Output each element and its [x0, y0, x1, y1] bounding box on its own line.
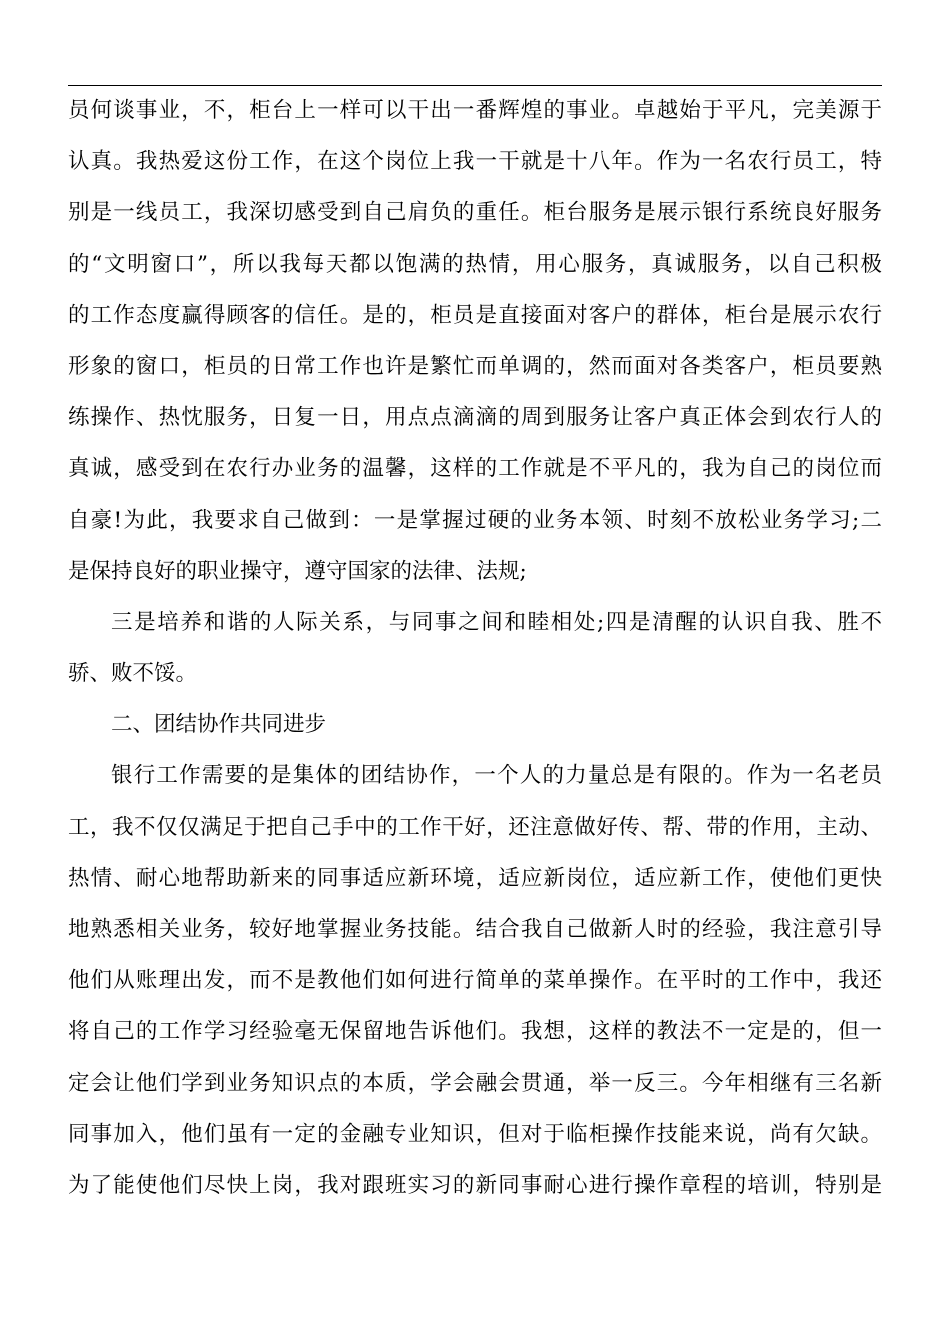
text-line: 是保持良好的职业操守，遵守国家的法律、法规;: [68, 558, 527, 584]
text-line: 二、团结协作共同进步: [111, 712, 327, 738]
text-line: 的工作态度赢得顾客的信任。是的，柜员是直接面对客户的群体，柜台是展示农行: [68, 302, 882, 328]
text-line: 同事加入，他们虽有一定的金融专业知识，但对于临柜操作技能来说，尚有欠缺。: [68, 1121, 882, 1147]
document-body: [68, 94, 882, 1220]
text-line: 地熟悉相关业务，较好地掌握业务技能。结合我自己做新人时的经验，我注意引导: [68, 917, 882, 942]
text-line: 真诚，感受到在农行办业务的温馨，这样的工作就是不平凡的，我为自己的岗位而: [68, 456, 882, 482]
text-line: 自豪!为此，我要求自己做到：一是掌握过硬的业务本领、时刻不放松业务学习;二: [68, 507, 882, 533]
text-line: 为了能使他们尽快上岗，我对跟班实习的新同事耐心进行操作章程的培训，特别是: [68, 1172, 882, 1198]
text-line: 骄、败不馁。: [68, 661, 198, 687]
text-line: 定会让他们学到业务知识点的本质，学会融会贯通，举一反三。今年相继有三名新: [68, 1070, 882, 1096]
header-rule: [68, 85, 882, 86]
text-line: 将自己的工作学习经验毫无保留地告诉他们。我想，这样的教法不一定是的，但一: [68, 1019, 882, 1045]
text-line: 别是一线员工，我深切感受到自己肩负的重任。柜台服务是展示银行系统良好服务: [68, 200, 882, 226]
text-line: 认真。我热爱这份工作，在这个岗位上我一干就是十八年。作为一名农行员工，特: [68, 149, 882, 175]
text-line: 他们从账理出发，而不是教他们如何进行简单的菜单操作。在平时的工作中，我还: [68, 968, 882, 994]
text-line: 三是培养和谐的人际关系，与同事之间和睦相处;四是清醒的认识自我、胜不: [111, 609, 882, 635]
text-line: 工，我不仅仅满足于把自己手中的工作干好，还注意做好传、帮、带的作用，主动、: [68, 814, 882, 840]
text-line: 的“文明窗口”，所以我每天都以饱满的热情，用心服务，真诚服务，以自己积极: [68, 251, 882, 277]
text-line: 员何谈事业，不，柜台上一样可以干出一番辉煌的事业。卓越始于平凡，完美源于: [68, 98, 882, 123]
text-line: 银行工作需要的是集体的团结协作，一个人的力量总是有限的。作为一名老员: [111, 763, 882, 789]
text-line: 热情、耐心地帮助新来的同事适应新环境，适应新岗位，适应新工作，使他们更快: [68, 865, 882, 891]
text-line: 形象的窗口，柜员的日常工作也许是繁忙而单调的，然而面对各类客户，柜员要熟: [68, 353, 882, 379]
text-line: 练操作、热忱服务，日复一日，用点点滴滴的周到服务让客户真正体会到农行人的: [68, 405, 882, 431]
